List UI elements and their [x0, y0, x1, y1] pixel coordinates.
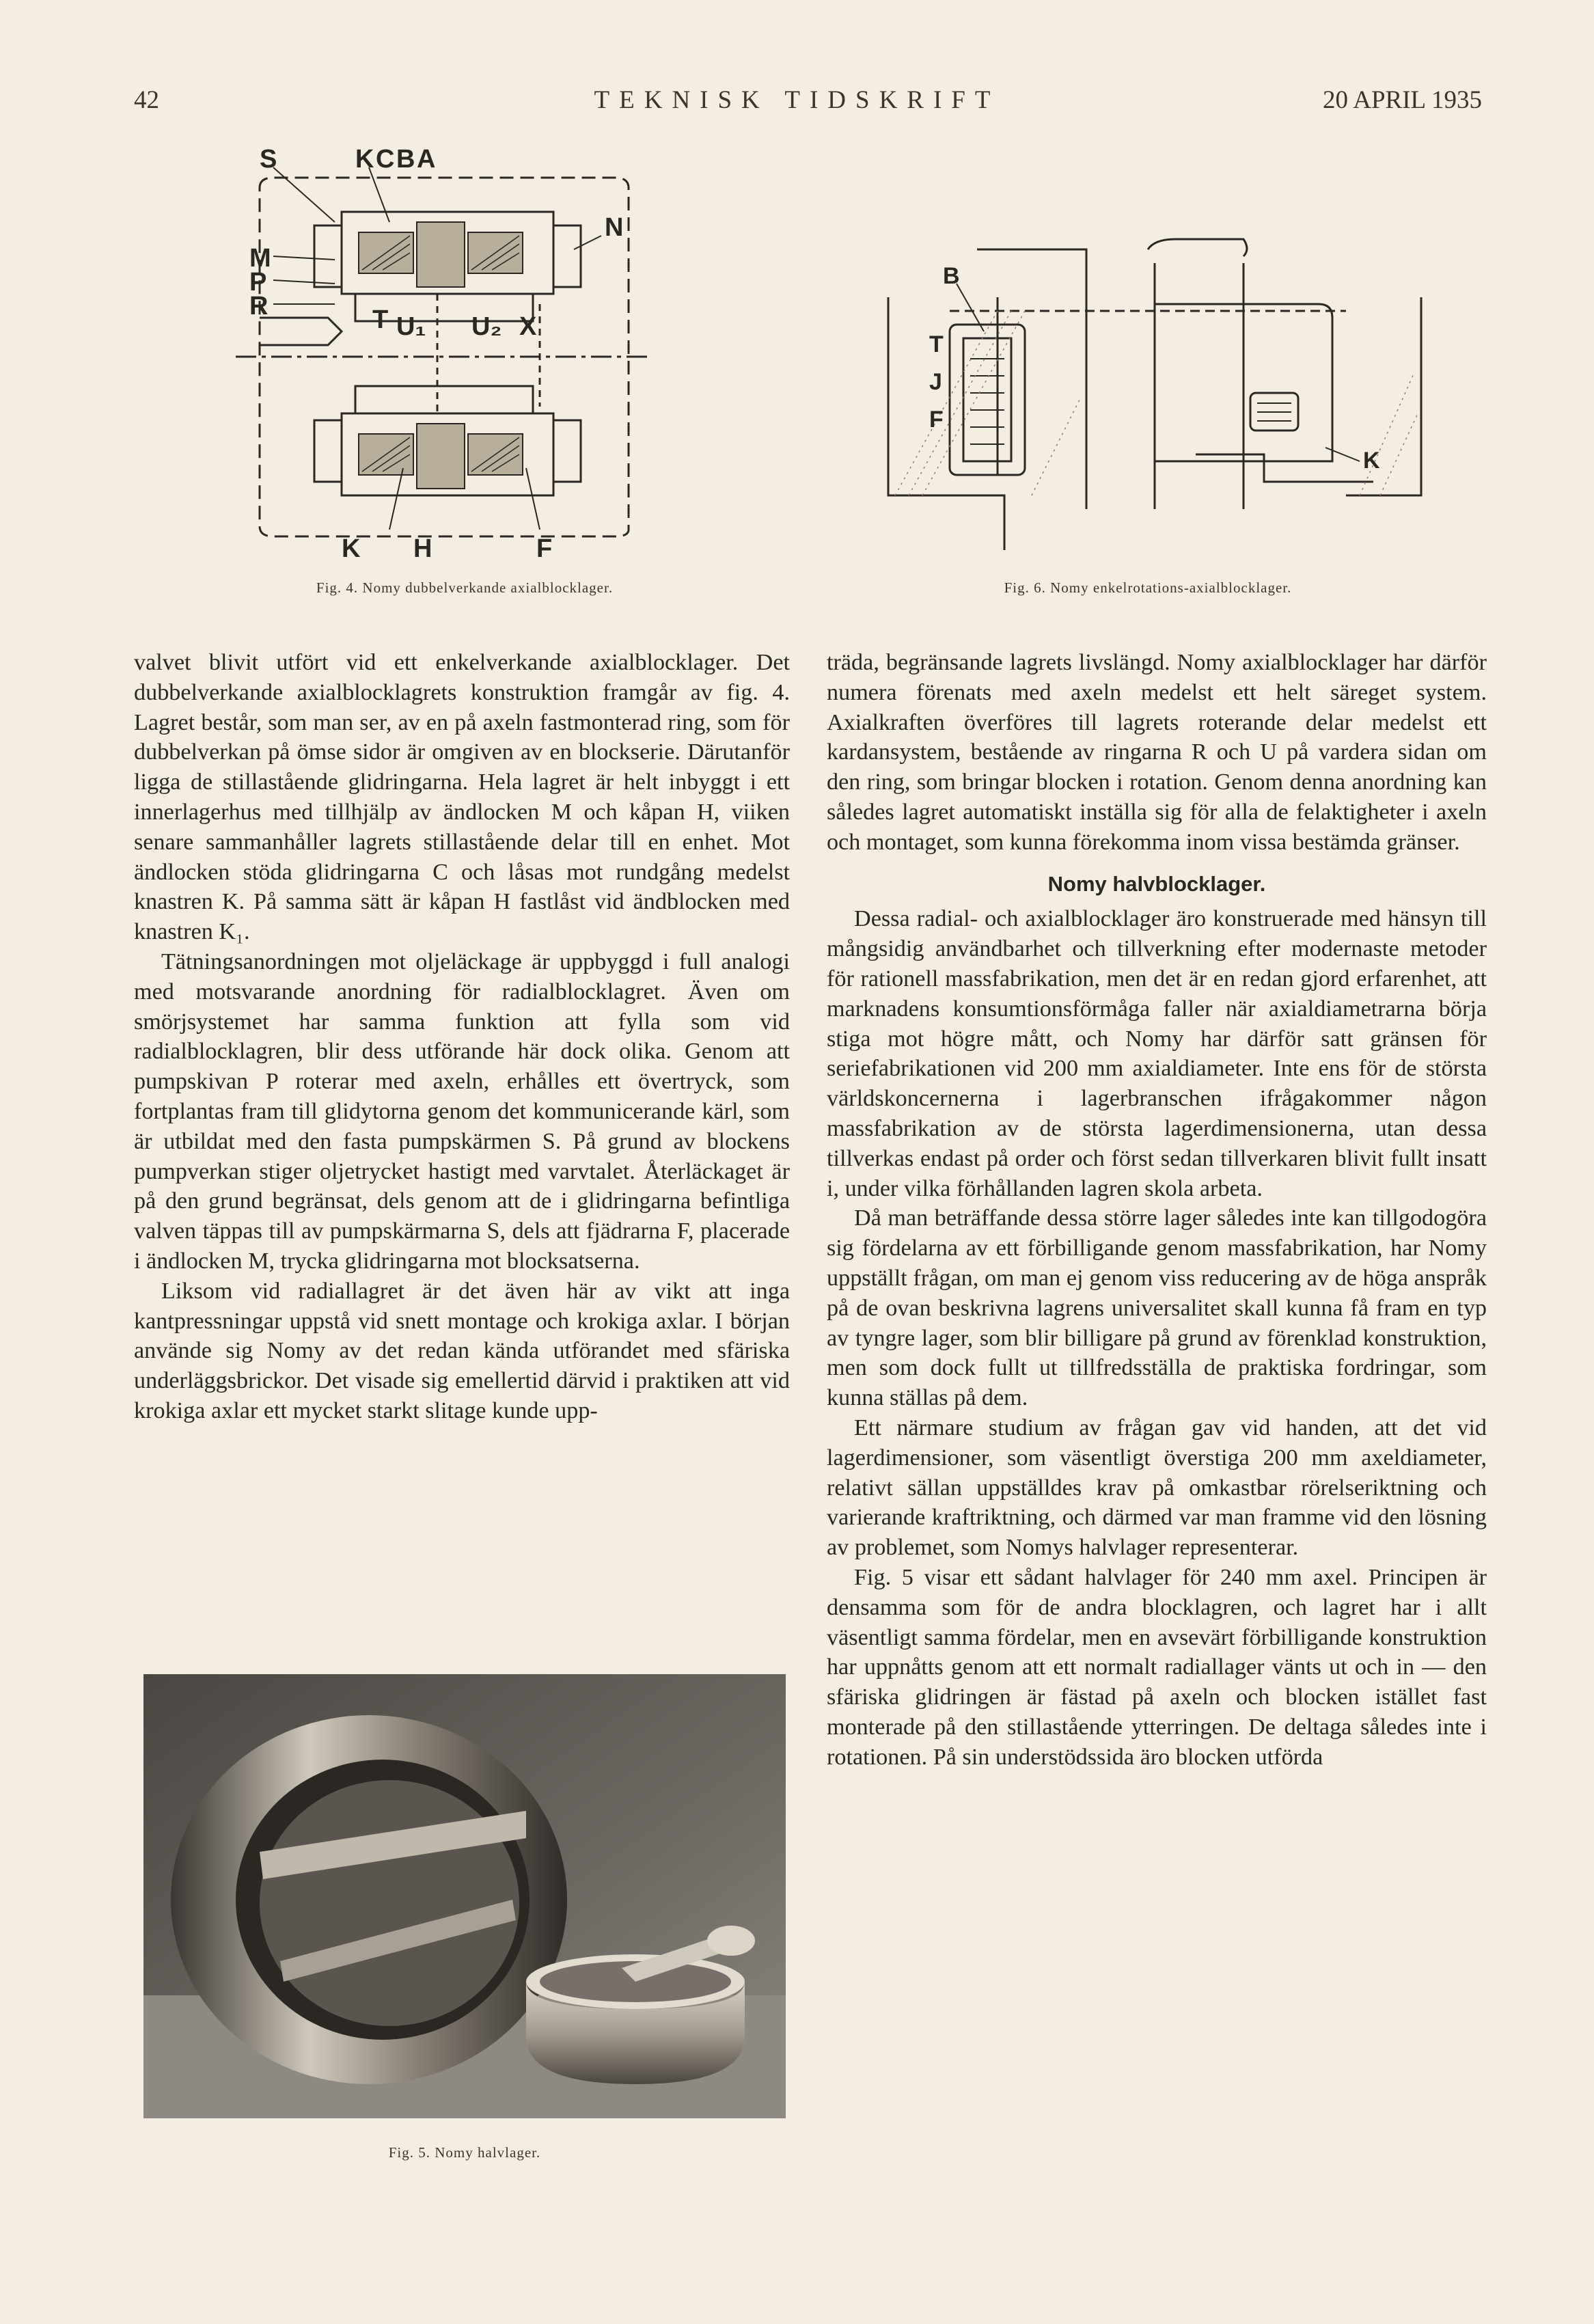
journal-title: TEKNISK TIDSKRIFT — [594, 86, 1000, 114]
right-paragraph-4: Ett närmare studium av frågan gav vid handen, att det vid lagerdimensioner, som väsentligt överstiga 200 mm axeldiameter, relativt sällan uppställdes krav på omkastbar rörelseriktning och varierande kraftriktning, och därmed var man framme vid den lösning av problemet, som Nomys halvlager representerar. — [827, 1414, 1487, 1561]
figure-5-caption: Fig. 5. Nomy halvlager. — [388, 2144, 541, 2161]
figure-6-drawing — [881, 236, 1428, 564]
figure-4-caption: Fig. 4. Nomy dubbelverkande axialblocklager. — [316, 579, 614, 596]
fig4-label-t: T — [372, 305, 389, 334]
issue-date: 20 APRIL 1935 — [1323, 86, 1482, 114]
fig4-label-x: X — [519, 312, 537, 341]
fig6-label-f: F — [929, 407, 944, 433]
fig6-label-k: K — [1363, 448, 1380, 474]
fig6-label-b: B — [943, 263, 960, 289]
fig4-label-m: M — [249, 244, 271, 273]
figure-4-drawing — [232, 147, 656, 564]
right-paragraph-5: Fig. 5 visar ett sådant halvlager för 240 mm axel. Principen är densamma som för de andra blocklagren, och lagret har i allt väsentligt samma fördelar, men en avsevärt förbilligande konstruktion har uppnåtts genom att ett normalt radiallager vänts ut och in — den sfäriska glidringen är fästad på axeln och blocken istället fast monterade på den stillastående ytterringen. De deltaga således inte i rotationen. På sin understödssida äro blocken utförda — [827, 1564, 1487, 1770]
left-paragraph-1: valvet blivit utfört vid ett enkelverkande axialblocklager. Det dubbelverkande axialblocklagrets konstruktion framgår av fig. 4. Lagret består, som man ser, av en på axeln fastmonterad ring, som för dubbelverkan på ömse sidor är omgiven av en blockserie. Därutanför ligga de stillastående glidringarna. Hela lagret är helt inbyggt i ett innerlagerhus med tillhjälp av ändlocken M och kåpan H, viiken senare sammanhåller lagrets stillastående delar till en enhet. Mot ändlocken stöda glidringarna C och låsas mot rundgång medelst knastren K. På samma sätt är kåpan H fastlåst vid ändblocken med knastren K₁. — [134, 650, 790, 945]
fig4-label-p: P — [249, 268, 267, 297]
right-paragraph-3: Då man beträffande dessa större lager således inte kan tillgodogöra sig fördelarna av ett förbilligande genom massfabrikation, har Nomy uppställt frågan, om man ej genom viss reducering av de höga anspråk på de ovan beskrivna lagrens universalitet skall kunna få fram en typ av tyngre lager, som blir billigare på grund av förenklad konstruktion, men som dock fullt ut tillfredsställa de praktiska fordringar, som kunna ställas på dem. — [827, 1205, 1487, 1411]
right-paragraph-1: träda, begränsande lagrets livslängd. Nomy axialblocklager har därför numera förenats med axeln medelst ett helt säreget system. Axialkraften överföres till lagrets roterande delar medelst ett kardansystem, bestående av ringarna R och U på vardera sidan om den ring, som bringar blocken i rotation. Genom denna anordning kan således lagret automatiskt inställa sig för alla de felaktigheter i axeln och montaget, som kunna förekomma inom vissa bestämda gränser. — [827, 650, 1487, 855]
right-column — [827, 648, 1487, 1772]
fig4-label-n: N — [605, 213, 624, 242]
fig4-label-s: S — [260, 147, 277, 174]
page-number: 42 — [134, 86, 159, 114]
fig4-label-r: R — [249, 292, 269, 320]
fig4-label-b: B — [396, 147, 415, 174]
fig4-label-a: A — [417, 147, 436, 174]
fig4-label-h: H — [413, 534, 432, 563]
right-paragraph-2: Dessa radial- och axialblocklager äro konstruerade med hänsyn till mångsidig användbarhet och tillverkning efter modernaste metoder för rationell massfabrikation, men det är en redan gjord erfarenhet, att marknadens konsumtionsförmåga faller när axialdiametrarna börja stiga mot högre mått, och Nomy har därför satt gränsen för seriefabrikationen vid 200 mm axialdiameter. Inte ens för de största världskoncernerna i lagerbranschen ifrågakommer någon massfabrikation av de största lagerdimensionerna, utan dessa tillverkas endast på order och först sedan tillverkaren blivit fullt insatt i, under vilka förhållanden lagren skola arbeta. — [827, 906, 1487, 1201]
fig4-label-k-lower: K — [342, 534, 361, 563]
fig4-label-c: C — [376, 147, 395, 174]
left-column — [134, 648, 790, 1426]
fig4-label-u2: U₂ — [471, 312, 502, 341]
figure-6-caption: Fig. 6. Nomy enkelrotations-axialblocklager. — [1004, 579, 1292, 596]
left-paragraph-3: Liksom vid radiallagret är det även här av vikt att inga kantpressningar uppstå vid snett montage och krokiga axlar. I början använde sig Nomy av det redan kända utförandet med sfäriska underläggsbrickor. Det visade sig emellertid därvid i praktiken att vid krokiga axlar ett mycket starkt slitage kunde upp- — [134, 1278, 790, 1423]
fig4-label-u1: U₁ — [396, 312, 426, 341]
fig6-label-t: T — [929, 331, 944, 357]
fig4-label-f: F — [536, 534, 553, 563]
fig6-label-j: J — [929, 369, 942, 395]
fig4-label-k: K — [355, 147, 374, 174]
section-heading: Nomy halvblocklager. — [1047, 871, 1266, 896]
left-paragraph-2: Tätningsanordningen mot oljeläckage är uppbyggd i full analogi med motsvarande anordning för radialblocklagret. Även om smörjsystemet har samma funktion att fylla som vid radialblocklagren, blir dess utförande här dock olika. Genom att pumpskivan P roterar med axeln, erhålles ett övertryck, som fortplantas fram till glidytorna genom det kommunicerande kärl, som är utbildat med den fasta pumpskärmen S. På grund av blockens pumpverkan stiger oljetrycket hastigt med varvtalet. Återläckaget är på den grund begränsat, dels genom att de i glidringarna befintliga valven täppas till av pumpskärmarna S, dels att fjädrarna F, placerade i ändlocken M, trycka glidringarna mot blocksatserna. — [134, 948, 790, 1274]
figure-5-photo — [143, 1674, 786, 2118]
